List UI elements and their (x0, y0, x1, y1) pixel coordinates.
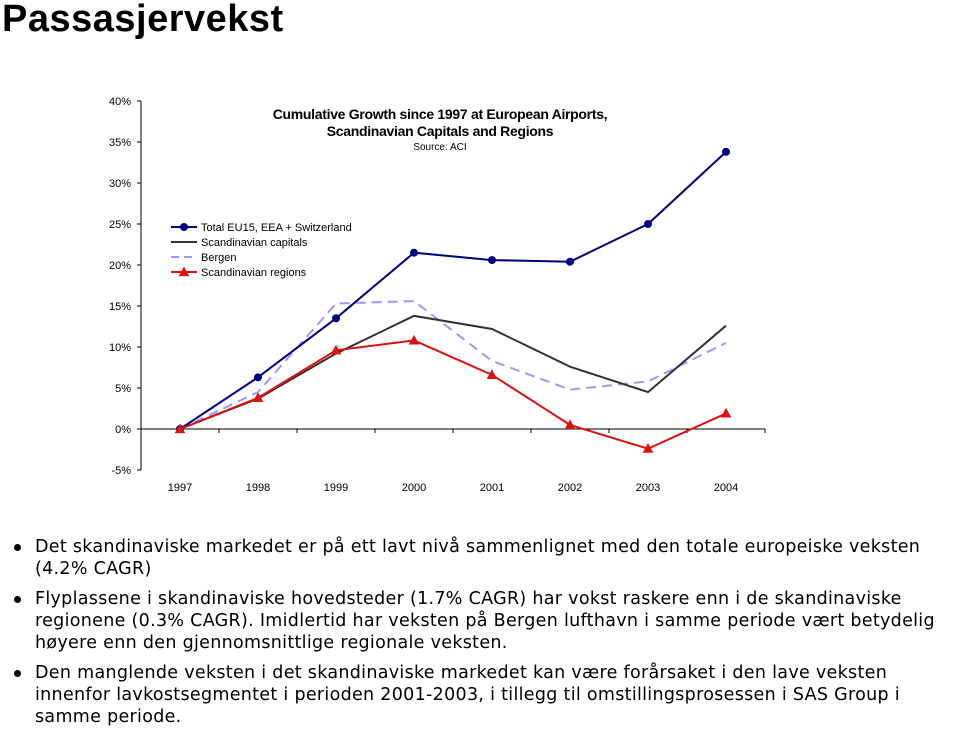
slide-title: Passasjervekst (2, 0, 284, 40)
data-point (566, 420, 575, 428)
y-tick-label: 20% (108, 260, 131, 272)
x-tick-label: 2003 (635, 482, 661, 494)
bullet-text-line: (4.2% CAGR) (35, 559, 152, 579)
bullet-dot-icon (14, 544, 21, 551)
x-tick-label: 2002 (557, 482, 583, 494)
x-tick-label: 2000 (401, 482, 427, 494)
y-tick-label: 35% (108, 137, 131, 149)
y-tick-label: 5% (115, 383, 131, 395)
bullet-text-line: samme periode. (35, 707, 182, 727)
series-line (180, 152, 726, 429)
data-point (411, 249, 418, 256)
x-tick-label: 2001 (479, 482, 505, 494)
data-point (645, 221, 652, 228)
y-tick-label: 10% (108, 342, 131, 354)
series-line (180, 301, 726, 429)
y-tick-label: 15% (108, 301, 131, 313)
bullet-text-line: høyere enn den gjennomsnittlige regionale veksten. (35, 633, 508, 653)
bullet-item (14, 588, 960, 654)
data-point (489, 257, 496, 264)
data-point (181, 224, 188, 231)
data-point (722, 409, 731, 417)
bullet-dot-icon (14, 670, 21, 677)
legend-label: Bergen (201, 252, 237, 264)
series-line (180, 316, 726, 429)
y-tick-label: 40% (108, 96, 131, 108)
y-tick-label: -5% (111, 465, 131, 477)
bullet-item (14, 662, 960, 728)
x-tick-label: 1998 (245, 482, 271, 494)
series-scandinavian-regions (176, 336, 731, 452)
data-point (333, 315, 340, 322)
bullet-item (14, 536, 960, 580)
data-point (255, 374, 262, 381)
bullet-dot-icon (14, 596, 21, 603)
data-point (723, 148, 730, 155)
x-tick-label: 1997 (167, 482, 193, 494)
chart-subtitle: Source: ACI (413, 142, 467, 153)
y-tick-label: 0% (115, 424, 131, 436)
chart-title-line2: Scandinavian Capitals and Regions (326, 123, 554, 139)
y-tick-labels (109, 96, 131, 477)
legend-label: Total EU15, EEA + Switzerland (201, 222, 352, 234)
y-tick-label: 30% (108, 178, 131, 190)
bullet-text-line: innenfor lavkostsegmentet i perioden 2001-2003, i tillegg til omstillingsprosessen i SAS Group i (35, 685, 900, 705)
legend-label: Scandinavian capitals (201, 237, 308, 249)
data-point (567, 258, 574, 265)
chart-axes (137, 101, 765, 470)
legend-label: Scandinavian regions (201, 267, 307, 279)
series-scandinavian-capitals (180, 316, 726, 429)
series-bergen (180, 301, 726, 429)
x-tick-label: 2004 (713, 482, 739, 494)
x-tick-label: 1999 (323, 482, 349, 494)
chart-legend (171, 222, 352, 279)
bullet-list (14, 536, 960, 736)
y-tick-label: 25% (108, 219, 131, 231)
series-lines (176, 148, 731, 452)
x-tick-labels (168, 482, 738, 494)
bullet-text-line: Flyplassene i skandinaviske hovedsteder (1.7% CAGR) har vokst raskere enn i de skandinaviske (35, 589, 902, 609)
bullet-text-line: Den manglende veksten i det skandinaviske markedet kan være forårsaket i den lave veksten (35, 663, 888, 683)
bullet-text-line: Det skandinaviske markedet er på ett lavt nivå sammenlignet med den totale europeiske veksten (35, 537, 921, 557)
chart-title: Cumulative Growth since 1997 at European Airports, (272, 106, 608, 122)
bullet-text-line: regionene (0.3% CAGR). Imidlertid har veksten på Bergen lufthavn i samme periode vært betydelig (35, 611, 935, 631)
